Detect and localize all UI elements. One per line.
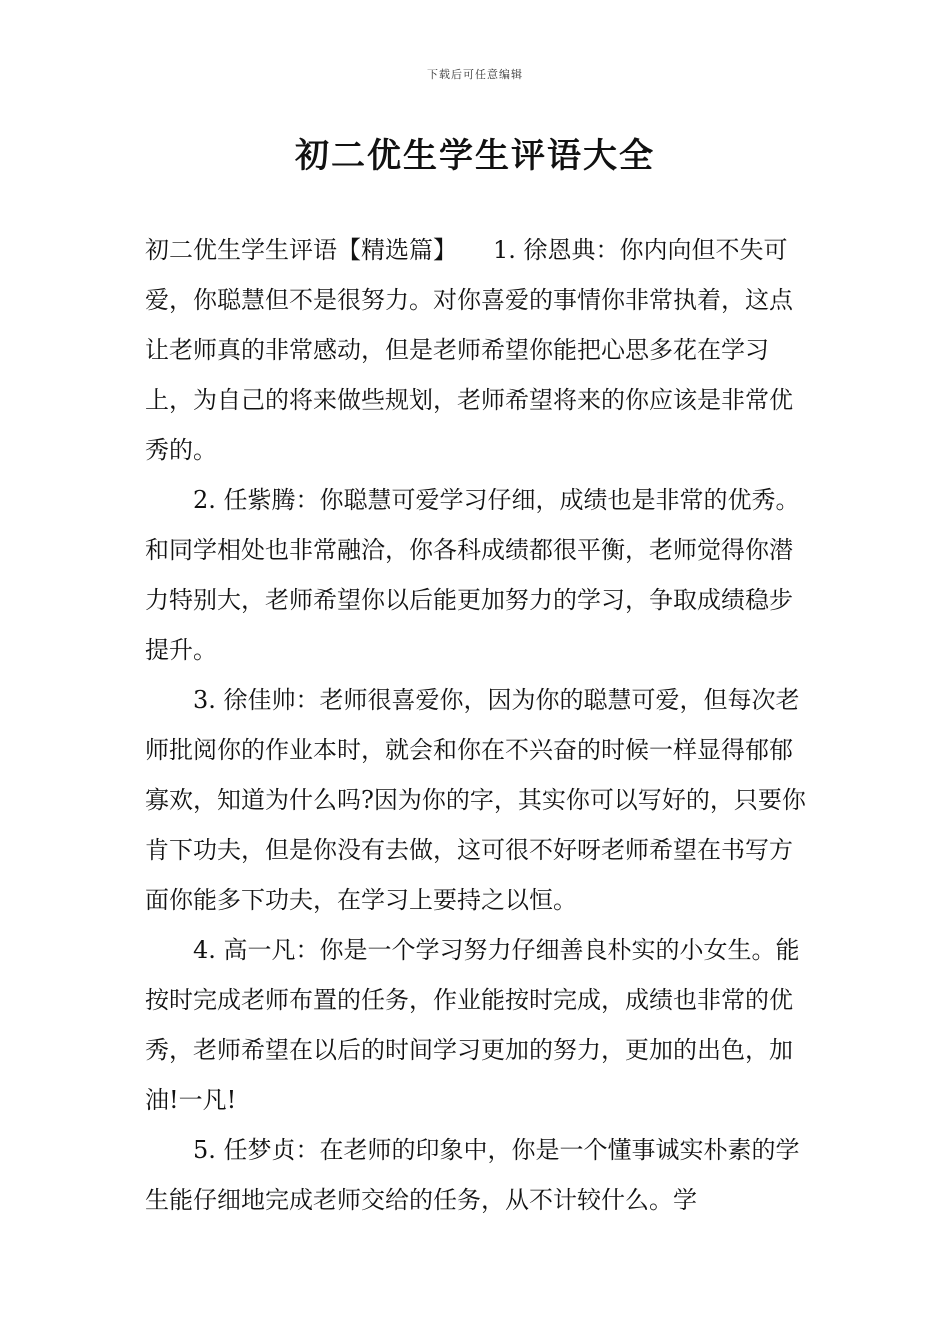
document-title: 初二优生学生评语大全 — [295, 136, 655, 176]
paragraph-item-2: 2. 任紫腾：你聪慧可爱学习仔细，成绩也是非常的优秀。和同学相处也非常融洽，你各科成绩都很平衡，老师觉得你潜力特别大，老师希望你以后能更加努力的学习，争取成绩稳步提升。 — [145, 486, 800, 664]
paragraph-item-3: 3. 徐佳帅：老师很喜爱你，因为你的聪慧可爱，但每次老师批阅你的作业本时，就会和你在不兴奋的时候一样显得郁郁寡欢，知道为什么吗?因为你的字，其实你可以写好的，只要你肯下功夫，但是你没有去做，这可很不好呀老师希望在书写方面你能多下功夫，在学习上要持之以恒。 — [145, 686, 806, 914]
document-body — [145, 225, 810, 1225]
page-header-note: 下载后可任意编辑 — [427, 68, 523, 81]
paragraph-item-5: 5. 任梦贞：在老师的印象中，你是一个懂事诚实朴素的学生能仔细地完成老师交给的任务，从不计较什么。学 — [145, 1136, 800, 1214]
paragraph-intro-item-1: 初二优生学生评语【精选篇】 1. 徐恩典：你内向但不失可爱，你聪慧但不是很努力。对你喜爱的事情你非常执着，这点让老师真的非常感动，但是老师希望你能把心思多花在学习上，为自己的将来做些规划，老师希望将来的你应该是非常优秀的。 — [145, 236, 793, 464]
paragraph-item-4: 4. 高一凡：你是一个学习努力仔细善良朴实的小女生。能按时完成老师布置的任务，作业能按时完成，成绩也非常的优秀，老师希望在以后的时间学习更加的努力，更加的出色，加油!一凡! — [145, 936, 800, 1114]
